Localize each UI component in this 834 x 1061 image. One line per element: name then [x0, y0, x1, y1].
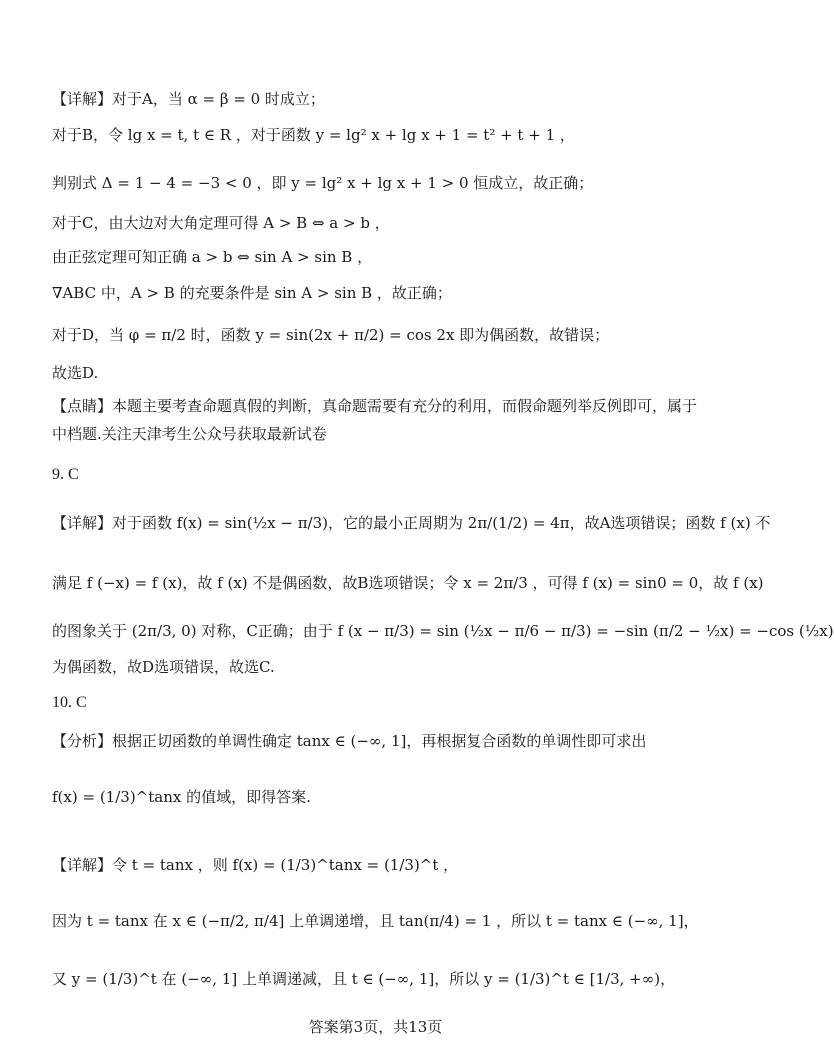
q8-line-5: 由正弦定理可知正确 a > b ⇔ sin A > sin B ， — [52, 248, 373, 266]
q10-line-2: f(x) = (1/3)^tanx 的值域，即得答案. — [52, 788, 311, 806]
q8-line-4: 对于C，由大边对大角定理可得 A > B ⇔ a > b ， — [52, 214, 390, 232]
q9-line-3: 的图象关于 (2π/3, 0) 对称，C正确；由于 f (x − π/3) = sin (½x − π/6 − π/3) = −sin (π/2 − ½x) = −cos (½x) — [52, 622, 834, 640]
q9-line-4: 为偶函数，故D选项错误，故选C. — [52, 658, 275, 676]
q8-remark: 【点睛】本题主要考查命题真假的判断，真命题需要有充分的利用，而假命题列举反例即可，属于中档题.关注天津考生公众号获取最新试卷 — [52, 397, 698, 443]
q10-answer-number: 10. C — [52, 694, 87, 711]
q10-line-5: 又 y = (1/3)^t 在 (−∞, 1] 上单调递减，且 t ∈ (−∞, 1]，所以 y = (1/3)^t ∈ [1/3, +∞)， — [52, 970, 676, 988]
q8-line-3: 判别式 Δ = 1 − 4 = −3 < 0 ，即 y = lg² x + lg x + 1 > 0 恒成立，故正确； — [52, 174, 594, 192]
page-footer: 答案第3页，共13页 — [308, 1018, 443, 1036]
q8-line-6: ∇ABC 中，A > B 的充要条件是 sin A > sin B ，故正确； — [52, 284, 452, 302]
q10-line-1: 【分析】根据正切函数的单调性确定 tanx ∈ (−∞, 1]，再根据复合函数的单调性即可求出 — [52, 732, 647, 750]
q9-line-2: 满足 f (−x) = f (x)，故 f (x) 不是偶函数，故B选项错误；令 x = 2π/3 ，可得 f (x) = sin0 = 0，故 f (x) — [52, 574, 764, 592]
q9-line-1: 【详解】对于函数 f(x) = sin(½x − π/3)，它的最小正周期为 2π/(1/2) = 4π，故A选项错误；函数 f (x) 不 — [52, 514, 771, 532]
q8-line-7: 对于D，当 φ = π/2 时，函数 y = sin(2x + π/2) = cos 2x 即为偶函数，故错误； — [52, 326, 610, 344]
q9-answer-number: 9. C — [52, 466, 79, 483]
q10-line-4: 因为 t = tanx 在 x ∈ (−π/2, π/4] 上单调递增，且 tan(π/4) = 1 ，所以 t = tanx ∈ (−∞, 1]， — [52, 912, 699, 930]
q10-line-3: 【详解】令 t = tanx ，则 f(x) = (1/3)^tanx = (1/3)^t ， — [52, 856, 459, 874]
q8-line-1: 【详解】对于A，当 α = β = 0 时成立； — [52, 90, 325, 108]
q8-line-8: 故选D. — [52, 364, 99, 382]
q8-line-2: 对于B，令 lg x = t, t ∈ R ，对于函数 y = lg² x + lg x + 1 = t² + t + 1 ， — [52, 126, 575, 144]
